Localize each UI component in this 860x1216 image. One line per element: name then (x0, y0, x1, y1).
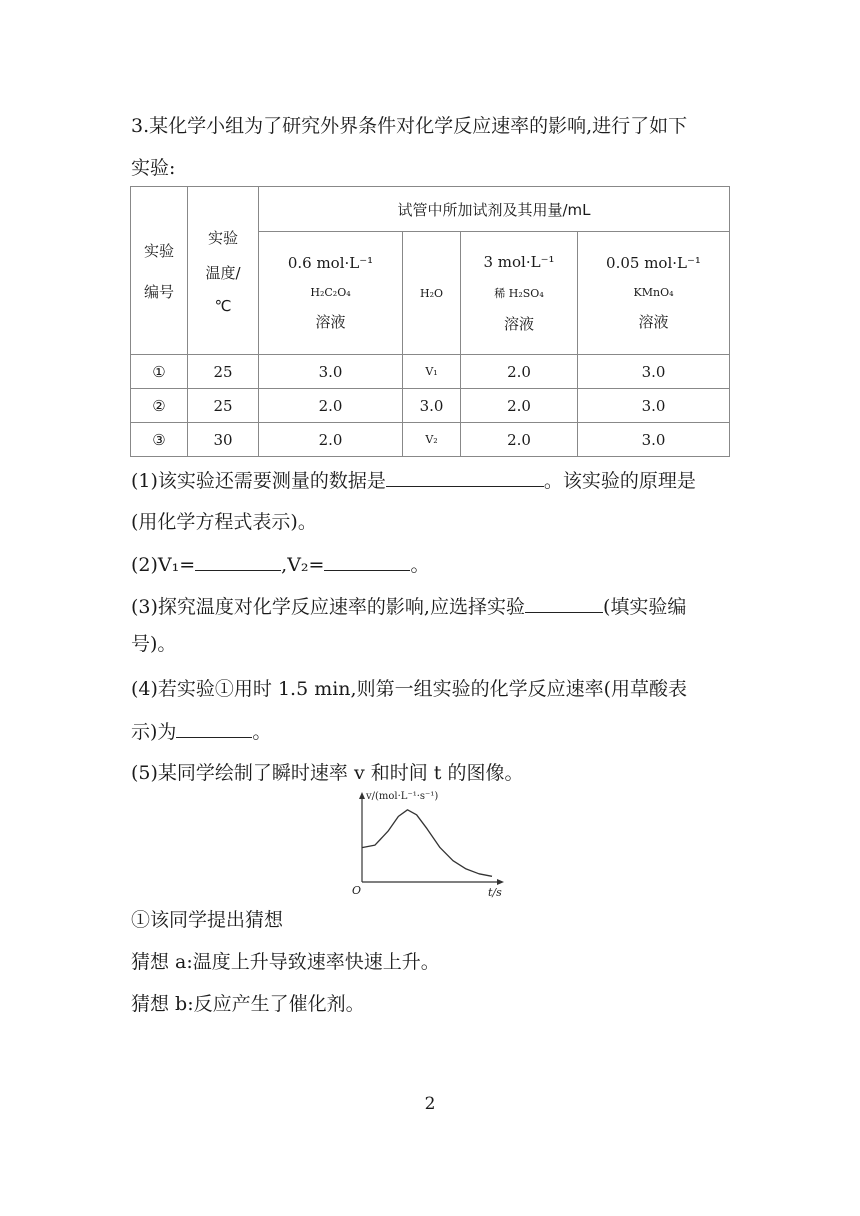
answer-blank-v2[interactable] (324, 552, 410, 571)
header-h2so4: 3 mol·L⁻¹ 稀 H₂SO₄ 溶液 (461, 232, 578, 355)
rate-time-chart (348, 788, 508, 900)
table-row: ① 25 3.0 V₁ 2.0 3.0 (131, 355, 730, 389)
sub-question-1: ①该同学提出猜想 (131, 909, 284, 931)
part-4-cont: 示)为 。 (131, 721, 272, 743)
header-exp-no: 实验 编号 (131, 187, 188, 355)
chart-svg (348, 788, 508, 900)
origin-label: O (352, 884, 362, 897)
rate-curve (362, 810, 492, 877)
table-row: ③ 30 2.0 V₂ 2.0 3.0 (131, 423, 730, 457)
page-number: 2 (424, 1094, 436, 1114)
part-4: (4)若实验①用时 1.5 min,则第一组实验的化学反应速率(用草酸表 (131, 678, 687, 700)
y-axis-label: v/(mol·L⁻¹·s⁻¹) (366, 791, 439, 802)
question-stem-cont: 实验: (131, 157, 176, 179)
table-row: ② 25 2.0 3.0 2.0 3.0 (131, 389, 730, 423)
x-axis-label: t/s (488, 886, 502, 899)
y-axis-arrow (359, 792, 365, 799)
guess-b: 猜想 b:反应产生了催化剂。 (131, 993, 365, 1015)
question-stem: 3.某化学小组为了研究外界条件对化学反应速率的影响,进行了如下 (131, 115, 688, 137)
part-1: (1)该实验还需要测量的数据是 。该实验的原理是 (131, 470, 696, 492)
header-h2c2o4: 0.6 mol·L⁻¹ H₂C₂O₄ 溶液 (259, 232, 403, 355)
header-reagents: 试管中所加试剂及其用量/mL (259, 187, 730, 232)
x-axis-arrow (497, 879, 504, 885)
part-1-cont: (用化学方程式表示)。 (131, 511, 317, 533)
answer-blank[interactable] (176, 719, 252, 738)
header-h2o: H₂O (403, 232, 461, 355)
header-temp: 实验 温度/ ℃ (188, 187, 259, 355)
answer-blank[interactable] (386, 468, 544, 487)
answer-blank[interactable] (525, 594, 603, 613)
part-3-cont: 号)。 (131, 633, 177, 655)
guess-a: 猜想 a:温度上升导致速率快速上升。 (131, 951, 440, 973)
part-5: (5)某同学绘制了瞬时速率 v 和时间 t 的图像。 (131, 762, 524, 784)
experiment-table (130, 186, 730, 457)
answer-blank-v1[interactable] (195, 552, 281, 571)
part-3: (3)探究温度对化学反应速率的影响,应选择实验 (填实验编 (131, 596, 687, 618)
header-kmno4: 0.05 mol·L⁻¹ KMnO₄ 溶液 (578, 232, 730, 355)
part-2: (2)V₁= ,V₂= 。 (131, 554, 430, 576)
